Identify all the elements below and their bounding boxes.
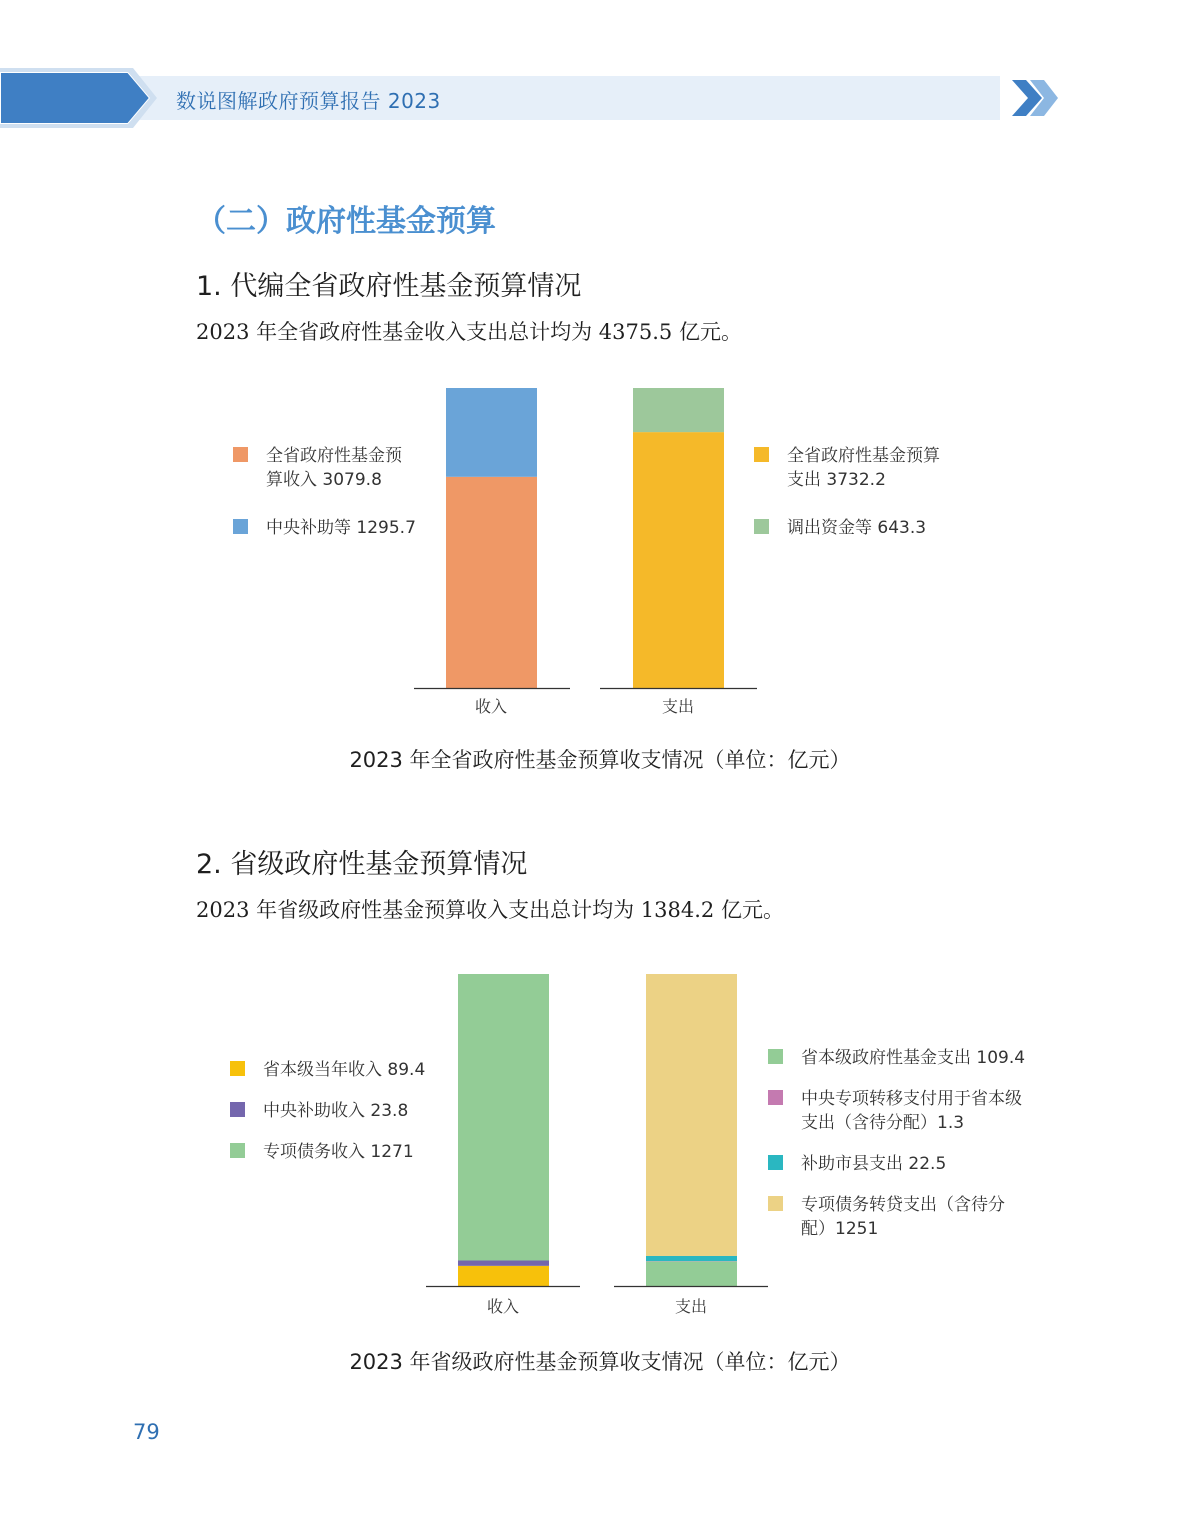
legend-item (768, 1152, 946, 1176)
chart-provincial-level-fund (0, 966, 1200, 1316)
part2-text: 2023 年省级政府性基金预算收入支出总计均为 1384.2 亿元。 (196, 898, 784, 922)
legend-item (230, 1140, 414, 1164)
bar-segment-0-0 (446, 477, 537, 688)
legend-item (233, 444, 402, 492)
legend-item (230, 1099, 408, 1123)
legend-item (754, 444, 940, 492)
bar-segment-0-1 (458, 1260, 549, 1265)
legend-label: 全省政府性基金预算 支出 3732.2 (787, 446, 940, 490)
legend-item (768, 1193, 1005, 1241)
legend-label: 省本级政府性基金支出 109.4 (801, 1048, 1026, 1068)
bar-segment-0-2 (458, 974, 549, 1260)
legend-swatch (233, 519, 248, 534)
bar-segment-0-0 (458, 1266, 549, 1286)
part2-subtitle: 2. 省级政府性基金预算情况 (196, 849, 528, 880)
chart-provincial-level-fund-svg (0, 966, 1200, 1316)
x-tick-label: 收入 (474, 697, 507, 716)
bar-segment-0-1 (446, 388, 537, 477)
chart2-caption: 2023 年省级政府性基金预算收支情况（单位：亿元） (349, 1350, 851, 1374)
legend-item (233, 516, 416, 540)
x-tick-label: 支出 (661, 697, 694, 716)
header-title: 数说图解政府预算报告 2023 (176, 89, 441, 113)
legend-swatch (230, 1061, 245, 1076)
legend-swatch (754, 447, 769, 462)
legend-label: 全省政府性基金预 算收入 3079.8 (266, 446, 402, 490)
legend-item (768, 1046, 1025, 1070)
header-banner (0, 68, 1200, 128)
legend-label: 补助市县支出 22.5 (801, 1154, 947, 1174)
legend-swatch (768, 1090, 783, 1105)
legend-label: 中央专项转移支付用于省本级 支出（含待分配）1.3 (801, 1089, 1022, 1133)
section-title: （二）政府性基金预算 (196, 204, 496, 239)
legend-label: 省本级当年收入 89.4 (263, 1060, 426, 1080)
legend-swatch (768, 1049, 783, 1064)
bar-segment-1-3 (633, 388, 724, 432)
chart1-caption: 2023 年全省政府性基金预算收支情况（单位：亿元） (349, 748, 851, 772)
legend-label: 调出资金等 643.3 (787, 518, 927, 538)
legend-swatch (230, 1143, 245, 1158)
x-tick-label: 收入 (486, 1297, 519, 1316)
bar-segment-1-2 (633, 432, 724, 688)
part1-subtitle: 1. 代编全省政府性基金预算情况 (196, 271, 582, 302)
chart-province-fund-svg (0, 380, 1200, 720)
legend-swatch (233, 447, 248, 462)
legend-item (754, 516, 926, 540)
legend-swatch (230, 1102, 245, 1117)
legend-label: 中央补助收入 23.8 (263, 1101, 409, 1121)
bar-segment-1-3 (646, 1261, 737, 1286)
legend-label: 中央补助等 1295.7 (266, 518, 416, 538)
x-tick-label: 支出 (674, 1297, 707, 1316)
bar-segment-1-5 (646, 1256, 737, 1261)
legend-swatch (768, 1196, 783, 1211)
chart-province-fund (0, 380, 1200, 720)
part1-text: 2023 年全省政府性基金收入支出总计均为 4375.5 亿元。 (196, 320, 742, 344)
legend-swatch (768, 1155, 783, 1170)
legend-label: 专项债务转贷支出（含待分 配）1251 (801, 1195, 1005, 1239)
bar-segment-1-6 (646, 974, 737, 1256)
legend-label: 专项债务收入 1271 (263, 1142, 414, 1162)
legend-item (768, 1087, 1022, 1135)
page-number: 79 (133, 1420, 160, 1444)
legend-item (230, 1058, 425, 1082)
legend-swatch (754, 519, 769, 534)
